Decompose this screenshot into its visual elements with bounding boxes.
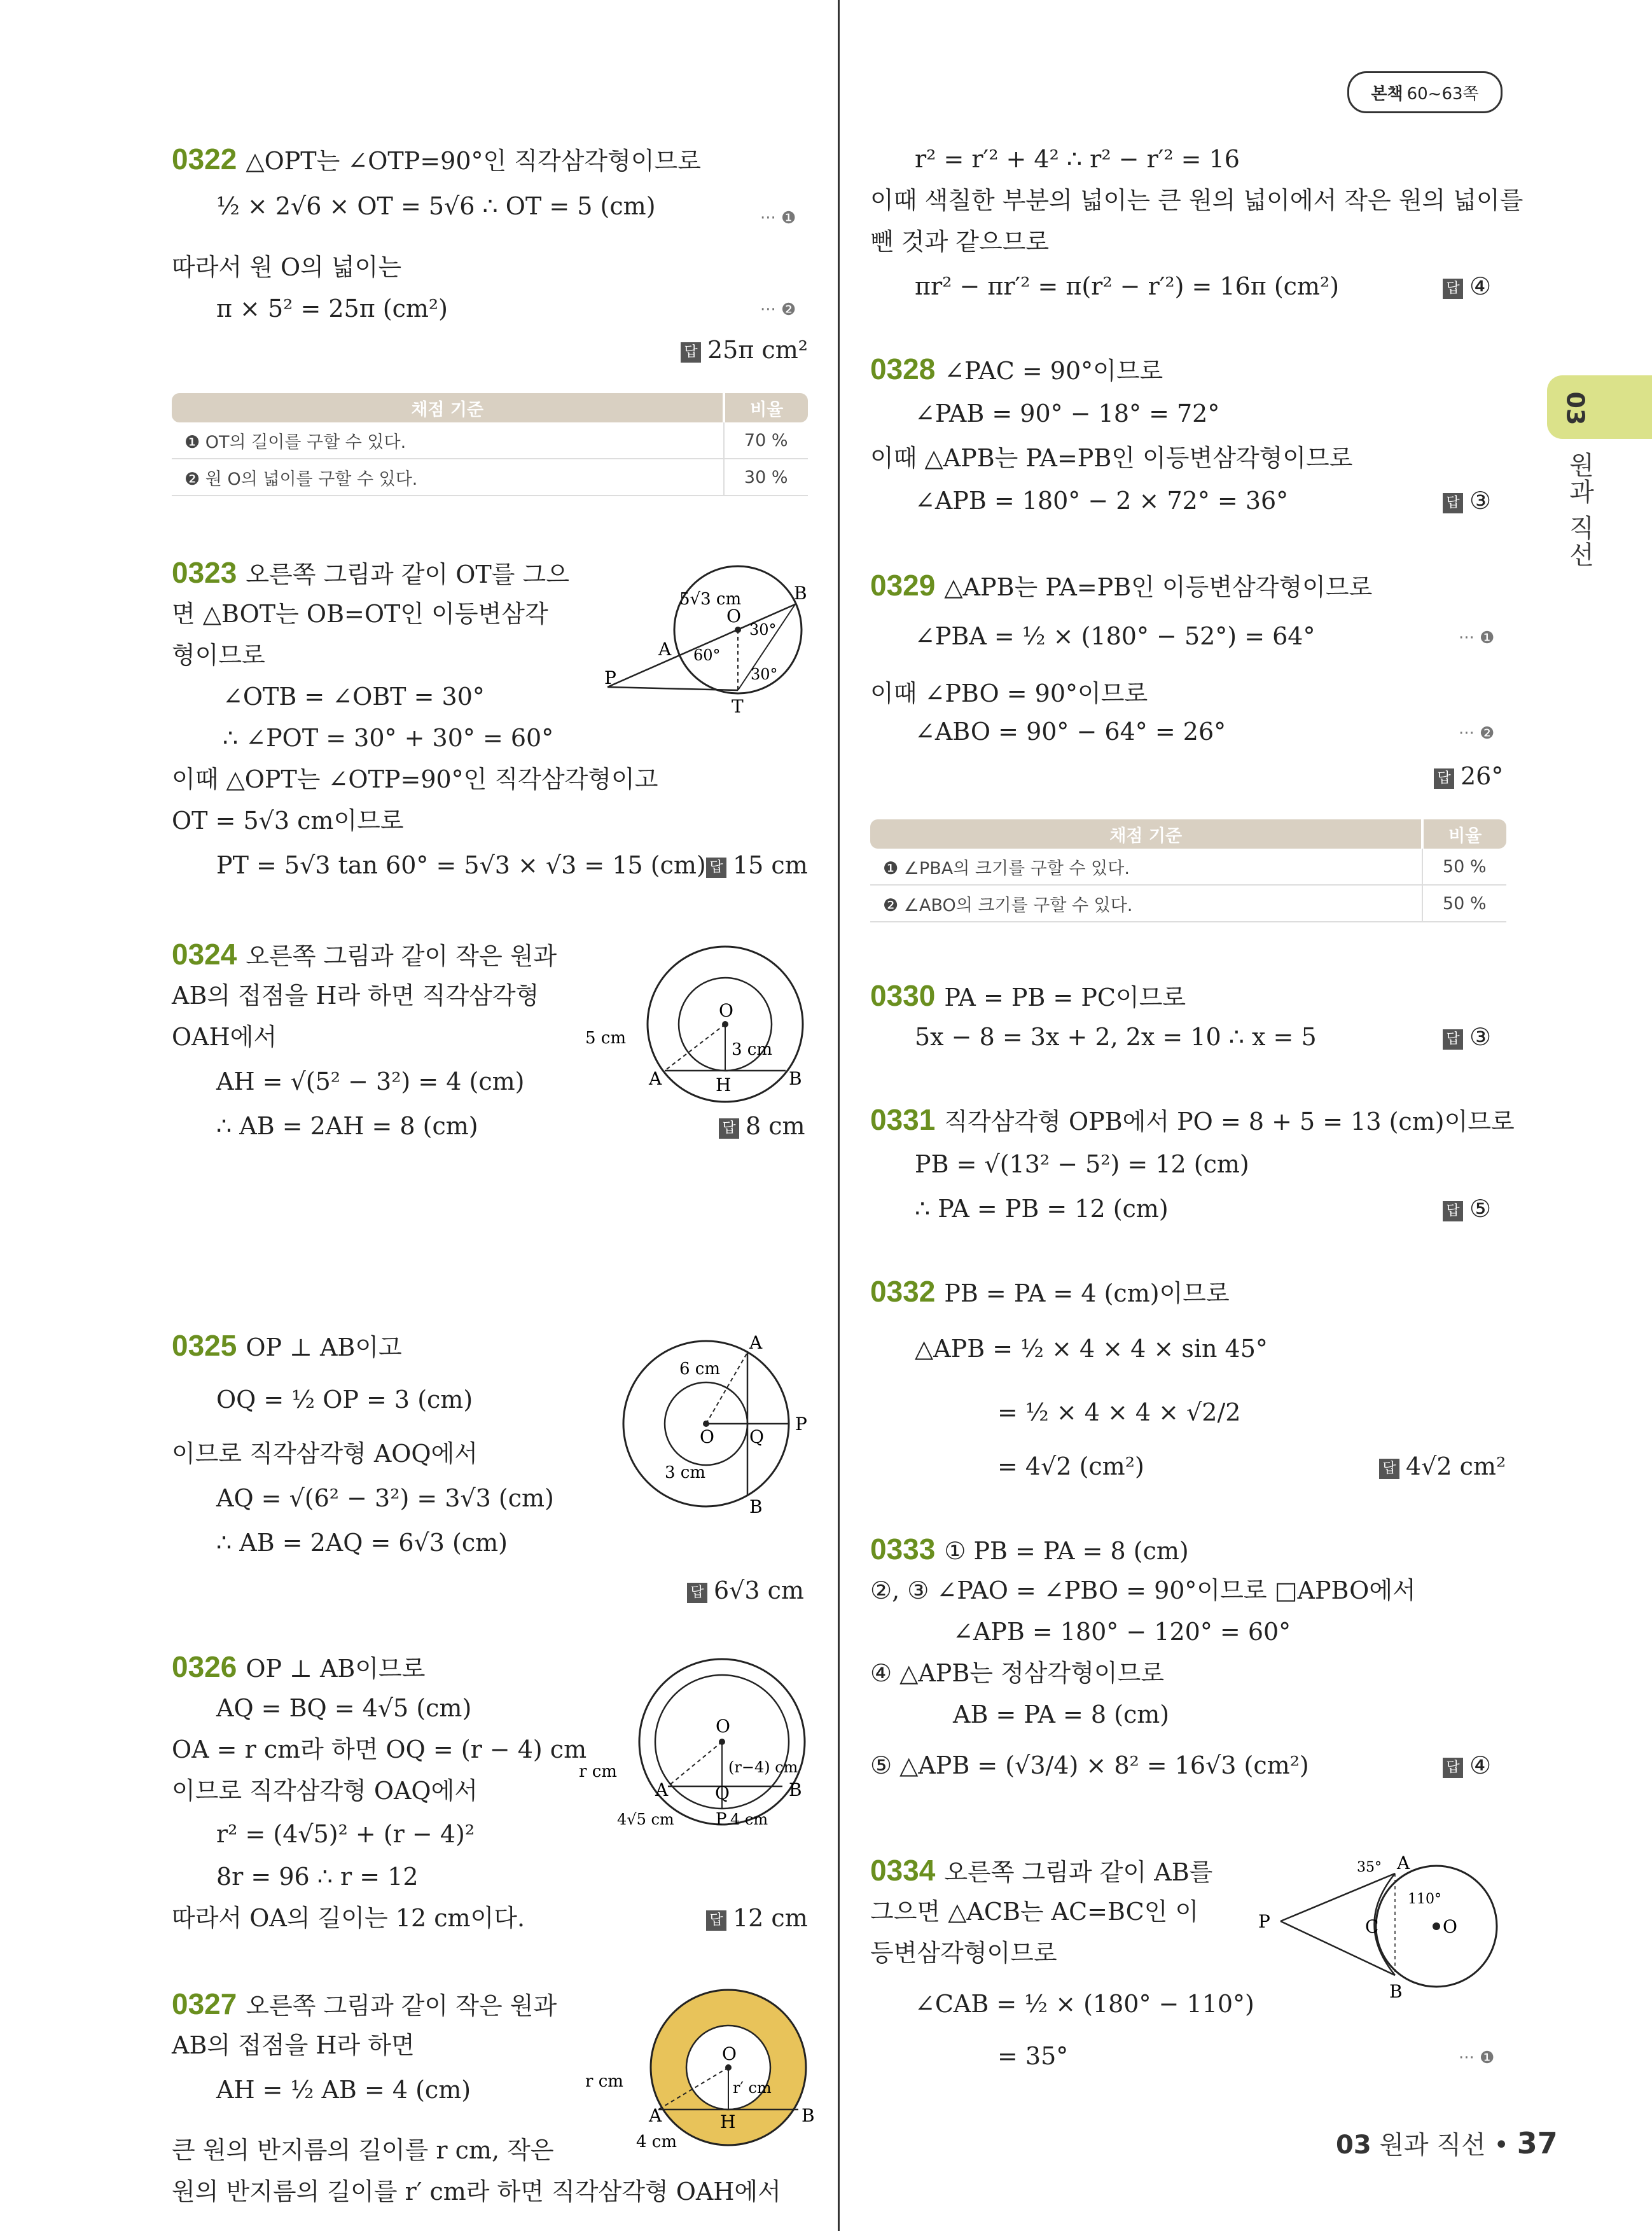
svg-text:H: H xyxy=(720,2111,736,2132)
problem-0328-line1: 0328 ∠PAC = 90°이므로 xyxy=(870,352,1163,386)
problem-0328-line2: ∠PAB = 90° − 18° = 72° xyxy=(915,400,1220,427)
problem-number: 0323 xyxy=(172,556,237,589)
answer-0323: 답 15 cm xyxy=(706,851,808,879)
svg-text:C: C xyxy=(1365,1916,1379,1937)
column-divider xyxy=(838,0,840,2231)
problem-0326-line1: 0326 OP ⊥ AB이므로 xyxy=(172,1650,426,1683)
page-number: 37 xyxy=(1517,2126,1558,2160)
figure-0327 xyxy=(585,1985,821,2163)
problem-0325-line1: 0325 OP ⊥ AB이고 xyxy=(172,1329,402,1362)
svg-text:r cm: r cm xyxy=(579,1762,617,1781)
figure-0324 xyxy=(585,942,814,1107)
chapter-number: 03 xyxy=(1561,391,1590,426)
problem-number: 0327 xyxy=(172,1987,237,2020)
svg-text:B: B xyxy=(802,2105,815,2126)
svg-text:(r−4) cm: (r−4) cm xyxy=(728,1758,798,1776)
problem-0334-line2: 그으면 △ACB는 AC=BC인 이 xyxy=(870,1898,1199,1926)
problem-0327-line1: 0327 오른쪽 그림과 같이 작은 원과 xyxy=(172,1987,557,2020)
problem-0324-line2: AB의 접점을 H라 하면 직각삼각형 xyxy=(172,982,539,1010)
answer-0326: 답 12 cm xyxy=(706,1904,808,1932)
problem-number: 0324 xyxy=(172,938,237,971)
svg-text:Q: Q xyxy=(715,1783,730,1804)
answer-icon: 답 xyxy=(1379,1459,1399,1479)
answer-icon: 답 xyxy=(1443,493,1463,513)
problem-number: 0325 xyxy=(172,1329,237,1362)
svg-text:4 cm: 4 cm xyxy=(636,2132,677,2151)
svg-text:B: B xyxy=(794,583,807,604)
answer-0325: 답 6√3 cm xyxy=(687,1576,804,1604)
figure-0326 xyxy=(579,1646,821,1837)
problem-0324-line1: 0324 오른쪽 그림과 같이 작은 원과 xyxy=(172,938,557,971)
problem-0326-line3: OA = r cm라 하면 OQ = (r − 4) cm xyxy=(172,1735,587,1763)
grading-table-0322: 채점 기준 비율 ❶ OT의 길이를 구할 수 있다. 70 % ❷ 원 O의 넓이를 구할 수 있다. 30 % xyxy=(172,393,808,496)
problem-0328-line4: ∠APB = 180° − 2 × 72° = 36° xyxy=(915,487,1289,515)
problem-0326-line6: 8r = 96 ∴ r = 12 xyxy=(216,1863,419,1891)
problem-number: 0330 xyxy=(870,979,936,1012)
figure-0334 xyxy=(1258,1851,1506,2004)
problem-0329-line2: ∠PBA = ½ × (180° − 52°) = 64° xyxy=(915,622,1315,650)
problem-0329-line3: 이때 ∠PBO = 90°이므로 xyxy=(870,679,1148,707)
problem-0325-line4: AQ = √(6² − 3²) = 3√3 (cm) xyxy=(216,1484,554,1512)
svg-text:P: P xyxy=(795,1414,807,1435)
problem-0323-line2: 면 △BOT는 OB=OT인 이등변삼각 xyxy=(172,600,548,628)
problem-number: 0322 xyxy=(172,142,237,176)
svg-text:A: A xyxy=(649,2105,662,2126)
problem-0324-line4: AH = √(5² − 3²) = 4 (cm) xyxy=(216,1067,525,1095)
problem-0326-line5: r² = (4√5)² + (r − 4)² xyxy=(216,1820,475,1848)
step-marker-1: ··· ❶ xyxy=(1459,2048,1495,2068)
svg-text:Q: Q xyxy=(749,1426,764,1447)
problem-0334-line3: 등변삼각형이므로 xyxy=(870,1939,1057,1967)
step-marker-2: ··· ❷ xyxy=(1459,724,1495,743)
problem-0332-line2: △APB = ½ × 4 × 4 × sin 45° xyxy=(915,1335,1268,1363)
problem-0324-line5: ∴ AB = 2AH = 8 (cm) xyxy=(216,1112,478,1140)
problem-0322-line4: π × 5² = 25π (cm²) xyxy=(216,295,448,323)
page-footer: 03 원과 직선 • 37 xyxy=(1336,2126,1558,2160)
problem-0322-line3: 따라서 원 O의 넓이는 xyxy=(172,253,402,281)
problem-0330-line1: 0330 PA = PB = PC이므로 xyxy=(870,979,1186,1012)
svg-text:P: P xyxy=(1258,1911,1270,1932)
problem-number: 0326 xyxy=(172,1650,237,1683)
problem-0326-line2: AQ = BQ = 4√5 (cm) xyxy=(216,1694,472,1722)
answer-icon: 답 xyxy=(706,1910,726,1931)
answer-icon: 답 xyxy=(1443,1201,1463,1221)
problem-number: 0333 xyxy=(870,1533,936,1566)
problem-0327-line3: AH = ½ AB = 4 (cm) xyxy=(216,2076,471,2104)
problem-0333-line1: 0333 ① PB = PA = 8 (cm) xyxy=(870,1533,1189,1566)
problem-0334-line5: = 35° xyxy=(997,2042,1069,2070)
problem-0322-line2: ½ × 2√6 × OT = 5√6 ∴ OT = 5 (cm) xyxy=(216,192,656,220)
problem-0327-cont-line1: r² = r′² + 4² ∴ r² − r′² = 16 xyxy=(915,145,1240,173)
problem-0323-line4: ∠OTB = ∠OBT = 30° xyxy=(223,683,485,711)
chapter-tab[interactable] xyxy=(1547,375,1652,439)
answer-0327: 답 ④ xyxy=(1443,272,1491,300)
figure-0323 xyxy=(604,553,814,719)
svg-text:4√5 cm: 4√5 cm xyxy=(617,1811,674,1828)
svg-text:3 cm: 3 cm xyxy=(732,1040,773,1059)
figure-0325 xyxy=(598,1328,821,1519)
problem-0333-line4: ④ △APB는 정삼각형이므로 xyxy=(870,1659,1165,1687)
problem-0325-line5: ∴ AB = 2AQ = 6√3 (cm) xyxy=(216,1529,508,1557)
problem-0323-line7: OT = 5√3 cm이므로 xyxy=(172,807,404,835)
svg-text:P: P xyxy=(716,1810,727,1829)
answer-0324: 답 8 cm xyxy=(719,1112,805,1140)
svg-text:6 cm: 6 cm xyxy=(679,1359,721,1379)
step-marker-1: ··· ❶ xyxy=(1459,629,1495,648)
answer-icon: 답 xyxy=(1443,279,1463,299)
svg-text:30°: 30° xyxy=(749,621,777,639)
answer-0330: 답 ③ xyxy=(1443,1023,1491,1051)
problem-0327-cont-line2: 이때 색칠한 부분의 넓이는 큰 원의 넓이에서 작은 원의 넓이를 xyxy=(870,186,1524,214)
svg-text:35°: 35° xyxy=(1357,1859,1382,1875)
answer-0328: 답 ③ xyxy=(1443,487,1491,515)
problem-0327-line4: 큰 원의 반지름의 길이를 r cm, 작은 xyxy=(172,2136,554,2164)
svg-text:5√3 cm: 5√3 cm xyxy=(679,590,742,609)
answer-0332: 답 4√2 cm² xyxy=(1379,1452,1506,1480)
svg-text:B: B xyxy=(1389,1981,1403,2002)
problem-0327-cont-line4: πr² − πr′² = π(r² − r′²) = 16π (cm²) xyxy=(915,272,1340,300)
svg-text:B: B xyxy=(749,1496,763,1517)
problem-0326-line7: 따라서 OA의 길이는 12 cm이다. xyxy=(172,1904,525,1932)
problem-0322-line1: 0322 △OPT는 ∠OTP=90°인 직각삼각형이므로 xyxy=(172,142,701,176)
problem-0323-line8: PT = 5√3 tan 60° = 5√3 × √3 = 15 (cm) xyxy=(216,851,706,879)
problem-0329-line4: ∠ABO = 90° − 64° = 26° xyxy=(915,718,1226,746)
problem-0331-line2: PB = √(13² − 5²) = 12 (cm) xyxy=(915,1150,1249,1178)
problem-0328-line3: 이때 △APB는 PA=PB인 이등변삼각형이므로 xyxy=(870,444,1353,472)
problem-0326-line4: 이므로 직각삼각형 OAQ에서 xyxy=(172,1777,478,1805)
svg-text:A: A xyxy=(749,1332,763,1353)
problem-0325-line3: 이므로 직각삼각형 AOQ에서 xyxy=(172,1440,478,1468)
svg-text:O: O xyxy=(719,1000,733,1021)
problem-0324-line3: OAH에서 xyxy=(172,1023,277,1051)
problem-number: 0329 xyxy=(870,569,936,602)
problem-0323-line6: 이때 △OPT는 ∠OTP=90°인 직각삼각형이고 xyxy=(172,765,658,793)
answer-icon: 답 xyxy=(681,342,701,363)
problem-0330-line2: 5x − 8 = 3x + 2, 2x = 10 ∴ x = 5 xyxy=(915,1023,1317,1051)
answer-0322: 답 25π cm² xyxy=(681,336,808,364)
problem-0323-line3: 형이므로 xyxy=(172,641,265,669)
svg-text:P: P xyxy=(604,667,616,688)
answer-icon: 답 xyxy=(1443,1029,1463,1050)
step-marker-1: ··· ❶ xyxy=(760,209,796,228)
answer-0333: 답 ④ xyxy=(1443,1751,1491,1779)
problem-0333-line3: ∠APB = 180° − 120° = 60° xyxy=(953,1618,1291,1646)
svg-text:O: O xyxy=(1443,1916,1457,1937)
problem-0332-line3: = ½ × 4 × 4 × √2/2 xyxy=(997,1398,1241,1426)
step-marker-2: ··· ❷ xyxy=(760,300,796,319)
svg-text:A: A xyxy=(649,1068,662,1089)
svg-text:O: O xyxy=(700,1426,714,1447)
problem-0327-line2: AB의 접점을 H라 하면 xyxy=(172,2031,415,2059)
problem-0334-line1: 0334 오른쪽 그림과 같이 AB를 xyxy=(870,1854,1213,1887)
problem-0333-line6: ⑤ △APB = (√3/4) × 8² = 16√3 (cm²) xyxy=(870,1751,1309,1779)
svg-text:4 cm: 4 cm xyxy=(730,1811,768,1828)
problem-0329-line1: 0329 △APB는 PA=PB인 이등변삼각형이므로 xyxy=(870,569,1373,602)
svg-text:r′ cm: r′ cm xyxy=(733,2079,772,2097)
problem-0334-line4: ∠CAB = ½ × (180° − 110°) xyxy=(915,1990,1254,2018)
svg-text:A: A xyxy=(655,1779,669,1800)
answer-icon: 답 xyxy=(719,1118,739,1139)
svg-text:O: O xyxy=(716,1716,730,1737)
problem-number: 0328 xyxy=(870,352,936,386)
svg-text:B: B xyxy=(789,1779,802,1800)
problem-0331-line1: 0331 직각삼각형 OPB에서 PO = 8 + 5 = 13 (cm)이므로 xyxy=(870,1103,1515,1136)
svg-text:30°: 30° xyxy=(751,665,778,683)
svg-text:A: A xyxy=(658,639,672,660)
problem-0323-line5: ∴ ∠POT = 30° + 30° = 60° xyxy=(223,724,554,752)
svg-text:5 cm: 5 cm xyxy=(585,1029,627,1048)
answer-0329: 답 26° xyxy=(1434,762,1503,790)
book-page-reference: 본책 60~63쪽 xyxy=(1347,71,1503,113)
problem-number: 0331 xyxy=(870,1103,936,1136)
problem-0327-line5: 원의 반지름의 길이를 r′ cm라 하면 직각삼각형 OAH에서 xyxy=(172,2178,781,2206)
problem-0333-line5: AB = PA = 8 (cm) xyxy=(953,1700,1170,1728)
svg-text:B: B xyxy=(789,1068,802,1089)
problem-0325-line2: OQ = ½ OP = 3 (cm) xyxy=(216,1386,473,1414)
problem-0331-line3: ∴ PA = PB = 12 (cm) xyxy=(915,1195,1169,1223)
svg-text:60°: 60° xyxy=(693,646,721,664)
svg-text:T: T xyxy=(732,696,744,717)
problem-0332-line4: = 4√2 (cm²) xyxy=(997,1452,1144,1480)
problem-0323-line1: 0323 오른쪽 그림과 같이 OT를 그으 xyxy=(172,556,569,589)
svg-text:A: A xyxy=(1397,1852,1410,1873)
svg-text:110°: 110° xyxy=(1408,1891,1441,1907)
answer-icon: 답 xyxy=(1434,768,1454,789)
svg-text:O: O xyxy=(722,2043,737,2064)
chapter-name: 원과 직선 xyxy=(1565,452,1594,568)
svg-text:3 cm: 3 cm xyxy=(665,1463,706,1482)
answer-0331: 답 ⑤ xyxy=(1443,1195,1491,1223)
answer-icon: 답 xyxy=(687,1583,707,1603)
svg-text:H: H xyxy=(716,1074,732,1095)
svg-text:O: O xyxy=(726,606,741,627)
problem-number: 0334 xyxy=(870,1854,936,1887)
svg-text:r cm: r cm xyxy=(585,2072,623,2091)
answer-icon: 답 xyxy=(1443,1758,1463,1778)
answer-icon: 답 xyxy=(706,858,726,878)
problem-0327-cont-line3: 뺀 것과 같으므로 xyxy=(870,228,1050,256)
problem-0332-line1: 0332 PB = PA = 4 (cm)이므로 xyxy=(870,1275,1230,1308)
problem-number: 0332 xyxy=(870,1275,936,1308)
problem-0333-line2: ②, ③ ∠PAO = ∠PBO = 90°이므로 □APBO에서 xyxy=(870,1576,1416,1604)
grading-table-0329: 채점 기준 비율 ❶ ∠PBA의 크기를 구할 수 있다. 50 % ❷ ∠ABO의 크기를 구할 수 있다. 50 % xyxy=(870,819,1506,922)
